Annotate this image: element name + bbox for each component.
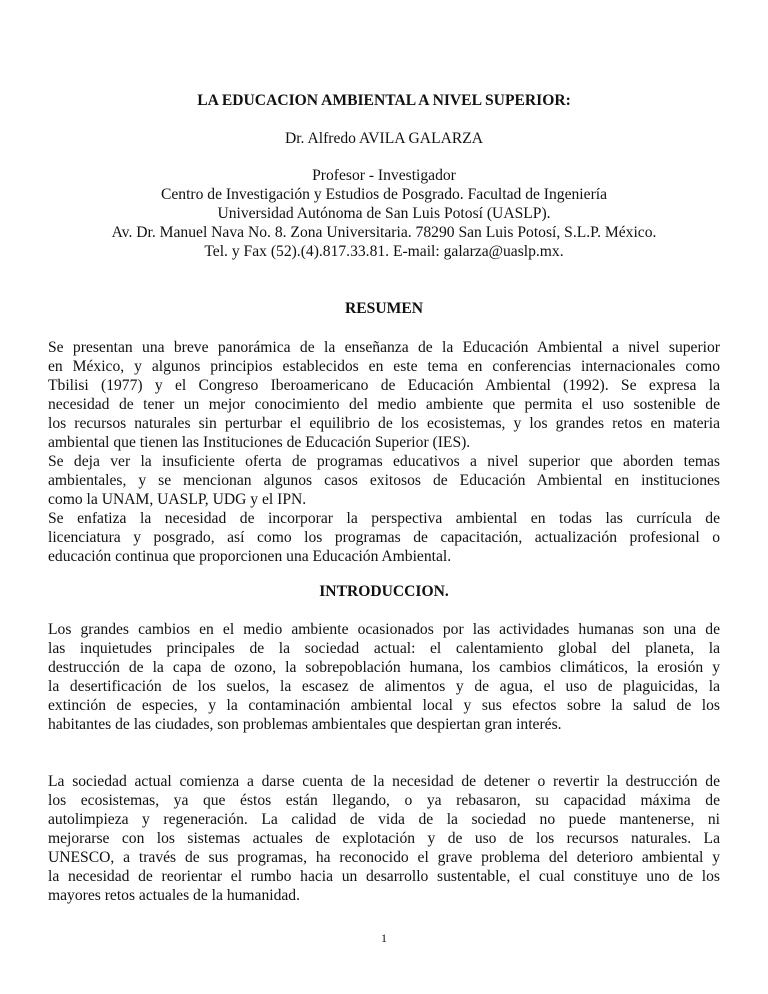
text-line: Se presentan una breve panorámica de la enseñanza de la Educación Ambiental a nivel superior	[48, 339, 720, 356]
text-line: ambiental que tienen las Instituciones de Educación Superior (IES).	[48, 434, 471, 451]
introduccion-heading: INTRODUCCION.	[319, 583, 449, 600]
text-line: Se deja ver la insuficiente oferta de programas educativos a nivel superior que aborden temas	[48, 453, 720, 470]
text-line: como la UNAM, UASLP, UDG y el IPN.	[48, 491, 307, 508]
affiliation-line: Centro de Investigación y Estudios de Posgrado. Facultad de Ingeniería	[160, 186, 608, 203]
text-line: Tbilisi (1977) y el Congreso Iberoamericano de Educación Ambiental (1992). Se expresa la	[48, 377, 720, 394]
document-title: LA EDUCACION AMBIENTAL A NIVEL SUPERIOR:	[197, 92, 571, 109]
affiliation-line: Tel. y Fax (52).(4).817.33.81. E-mail: galarza@uaslp.mx.	[204, 243, 564, 260]
text-line: necesidad de tener un mejor conocimiento del medio ambiente que permita el uso sostenible de	[48, 396, 720, 413]
text-line: mayores retos actuales de la humanidad.	[48, 887, 301, 904]
text-line: ambientales, y se mencionan algunos casos exitosos de Educación Ambiental en instituciones	[48, 472, 720, 489]
text-line: Se enfatiza la necesidad de incorporar la perspectiva ambiental en todas las currícula de	[48, 510, 720, 527]
text-line: Los grandes cambios en el medio ambiente ocasionados por las actividades humanas son una de	[48, 621, 720, 638]
text-line: La sociedad actual comienza a darse cuenta de la necesidad de detener o revertir la destrucción de	[48, 773, 720, 790]
text-line: las inquietudes principales de la sociedad actual: el calentamiento global del planeta, la	[48, 640, 720, 657]
author: Dr. Alfredo AVILA GALARZA	[284, 130, 484, 147]
text-line: los recursos naturales sin perturbar el equilibrio de los ecosistemas, y los grandes retos en materia	[48, 415, 720, 432]
text-line: destrucción de la capa de ozono, la sobrepoblación humana, los cambios climáticos, la erosión y	[48, 659, 720, 676]
affiliation-line: Profesor - Investigador	[312, 167, 456, 184]
page-number: 1	[381, 931, 387, 945]
affiliation	[0, 166, 768, 261]
text-line: extinción de especies, y la contaminación ambiental local y sus efectos sobre la salud de los	[48, 697, 720, 714]
text-line: la necesidad de reorientar el rumbo hacia un desarrollo sustentable, el cual constituye uno de los	[48, 868, 720, 885]
text-line: licenciatura y posgrado, así como los programas de capacitación, actualización profesional o	[48, 529, 720, 546]
text-line: en México, y algunos principios establecidos en este tema en conferencias internacionales como	[48, 358, 720, 375]
affiliation-line: Universidad Autónoma de San Luis Potosí (UASLP).	[217, 205, 551, 222]
text-line: habitantes de las ciudades, son problemas ambientales que despiertan gran interés.	[48, 716, 562, 733]
text-line: autolimpieza y regeneración. La calidad de vida de la sociedad no puede mantenerse, ni	[48, 811, 720, 828]
text-line: los ecosistemas, ya que éstos están llegando, o ya rebasaron, su capacidad máxima de	[48, 792, 720, 809]
text-line: UNESCO, a través de sus programas, ha reconocido el grave problema del deterioro ambiental y	[48, 849, 720, 866]
intro-paragraph-1	[48, 620, 720, 734]
resumen-paragraph	[48, 338, 720, 566]
affiliation-line: Av. Dr. Manuel Nava No. 8. Zona Universitaria. 78290 San Luis Potosí, S.L.P. México.	[111, 224, 657, 241]
intro-paragraph-2	[48, 772, 720, 905]
text-line: la desertificación de los suelos, la escasez de alimentos y de agua, el uso de plaguicidas, la	[48, 678, 720, 695]
text-line: educación continua que proporcionen una Educación Ambiental.	[48, 548, 452, 565]
text-line: mejorarse con los sistemas actuales de explotación y de uso de los recursos naturales. La	[48, 830, 720, 847]
resumen-heading: RESUMEN	[345, 300, 423, 317]
